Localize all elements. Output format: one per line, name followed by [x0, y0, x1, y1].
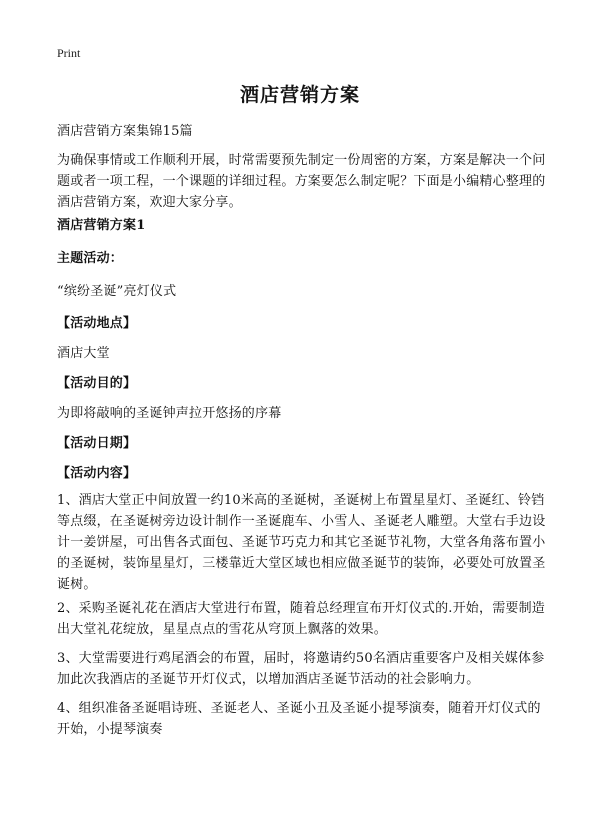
location-value: 酒店大堂	[57, 346, 110, 361]
date-label: 【活动日期】	[57, 436, 137, 451]
section-heading: 酒店营销方案1	[57, 218, 146, 233]
content-item-4: 4、组织准备圣诞唱诗班、圣诞老人、圣诞小丑及圣诞小提琴演奏，随着开灯仪式的开始，小提琴演奏	[57, 701, 541, 737]
content-item-2: 2、采购圣诞礼花在酒店大堂进行布置，随着总经理宣布开灯仪式的.开始，需要制造出大堂礼花绽放，星星点点的雪花从穹顶上飘落的效果。	[57, 601, 546, 637]
content-item-1: 1、酒店大堂正中间放置一约10米高的圣诞树，圣诞树上布置星星灯、圣诞红、铃铛等点缀，在圣诞树旁边设计制作一圣诞鹿车、小雪人、圣诞老人雕塑。大堂右手边设计一姜饼屋，可出售各式面包、圣诞节巧克力和其它圣诞节礼物，大堂各角落布置小的圣诞树，装饰星星灯，三楼靠近大堂区域也相应做圣诞节的装饰，必要处可放置圣诞树。	[57, 493, 546, 592]
content-label: 【活动内容】	[57, 466, 137, 481]
page-title: 酒店营销方案	[239, 84, 360, 106]
intro-paragraph: 为确保事情或工作顺利开展，时常需要预先制定一份周密的方案，方案是解决一个问题或者一项工程，一个课题的详细过程。方案要怎么制定呢？下面是小编精心整理的酒店营销方案，欢迎大家分享。	[57, 153, 546, 210]
collection-line: 酒店营销方案集锦15篇	[57, 124, 193, 139]
print-link[interactable]: Print	[57, 46, 81, 60]
location-label: 【活动地点】	[57, 316, 137, 331]
theme-value: “缤纷圣诞”亮灯仪式	[57, 284, 177, 299]
purpose-label: 【活动目的】	[57, 376, 137, 391]
purpose-value: 为即将敲响的圣诞钟声拉开悠扬的序幕	[57, 406, 282, 421]
theme-label: 主题活动：	[57, 251, 124, 266]
content-item-3: 3、大堂需要进行鸡尾酒会的布置，届时，将邀请约50名酒店重要客户及相关媒体参加此次我酒店的圣诞节开灯仪式，以增加酒店圣诞节活动的社会影响力。	[57, 651, 545, 687]
